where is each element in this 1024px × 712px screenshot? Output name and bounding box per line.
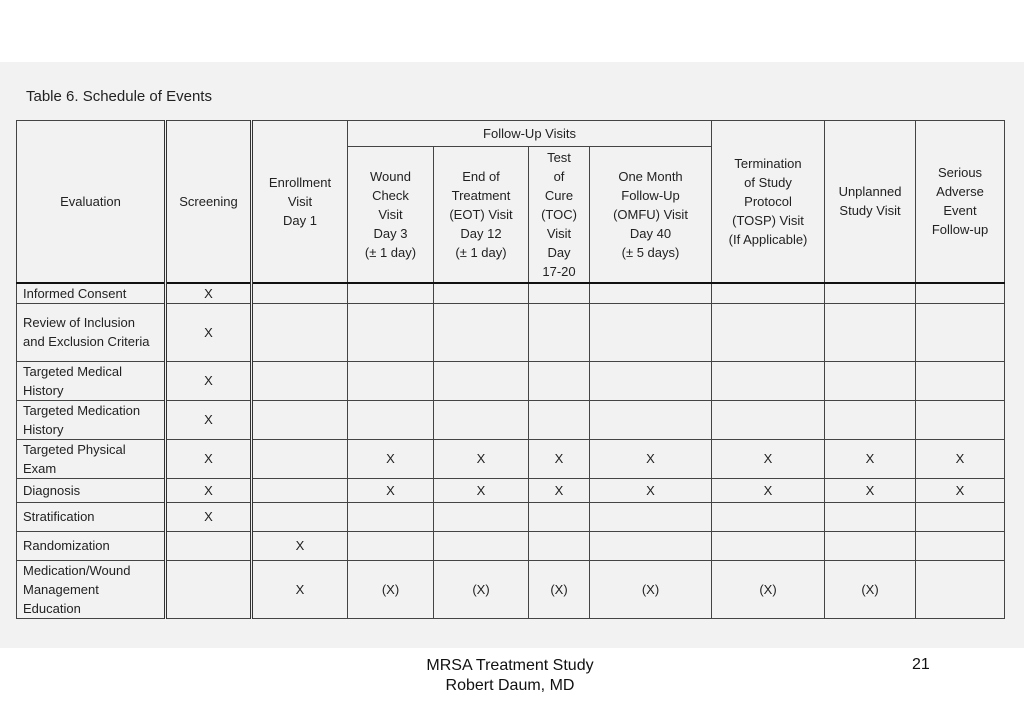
column-header-line: Unplanned [838,184,902,200]
evaluation-label: Review of Inclusion and Exclusion Criteria [17,303,166,361]
evaluation-label: Medication/Wound Management Education [17,560,166,618]
column-header-eot [434,147,529,283]
evaluation-label: Targeted Medical History [17,361,166,400]
schedule-cell-wound_check [348,502,434,531]
schedule-cell-wound_check [348,531,434,560]
column-header-line: Day 3 [373,225,408,241]
schedule-cell-sae [916,560,1005,618]
schedule-cell-wound_check [348,361,434,400]
schedule-cell-unplanned [825,303,916,361]
table-row [17,478,1005,502]
column-header-line: Evaluation [60,193,121,209]
schedule-cell-toc [529,361,590,400]
schedule-cell-tosp [712,303,825,361]
schedule-cell-omfu [590,502,712,531]
schedule-cell-omfu: X [590,478,712,502]
schedule-cell-enrollment: X [252,531,348,560]
schedule-cell-unplanned [825,361,916,400]
column-header-line: One Month [618,168,683,184]
column-header-enrollment [252,121,348,283]
schedule-cell-screening: X [166,361,252,400]
schedule-cell-sae: X [916,478,1005,502]
evaluation-label: Targeted Physical Exam [17,439,166,478]
schedule-cell-screening: X [166,478,252,502]
schedule-cell-unplanned: (X) [825,560,916,618]
schedule-cell-tosp: X [712,439,825,478]
schedule-cell-sae [916,400,1005,439]
page-number: 21 [912,656,930,673]
schedule-cell-screening: X [166,303,252,361]
column-header-line: of Study [744,174,792,190]
schedule-cell-omfu [590,400,712,439]
column-header-line: (OMFU) Visit [613,206,688,222]
evaluation-label: Stratification [17,502,166,531]
schedule-cell-unplanned [825,283,916,304]
schedule-cell-sae [916,303,1005,361]
schedule-cell-toc [529,400,590,439]
schedule-cell-eot: (X) [434,560,529,618]
schedule-cell-eot [434,303,529,361]
schedule-cell-toc [529,502,590,531]
schedule-cell-unplanned: X [825,439,916,478]
header-row [17,121,1005,147]
schedule-cell-tosp [712,502,825,531]
schedule-cell-tosp [712,400,825,439]
column-header-line: Wound [370,168,411,184]
evaluation-label: Targeted Medication History [17,400,166,439]
column-header-line: Day 1 [283,212,317,228]
column-header-line: Adverse [936,184,984,200]
follow-up-visits-group-header: Follow-Up Visits [348,121,712,147]
column-header-line: Visit [378,206,403,222]
column-header-wound_check [348,147,434,283]
column-header-line: Day [547,244,571,260]
column-header-line: of [553,168,565,184]
column-header-tosp [712,121,825,283]
schedule-cell-wound_check: X [348,439,434,478]
column-header-sae [916,121,1005,283]
column-header-line: (± 1 day) [364,244,417,260]
schedule-cell-eot [434,502,529,531]
column-header-line: Day 12 [460,225,502,241]
schedule-cell-screening: X [166,439,252,478]
column-header-line: Enrollment [268,174,332,190]
schedule-cell-toc [529,283,590,304]
schedule-cell-eot [434,531,529,560]
schedule-cell-toc: X [529,439,590,478]
column-header-line: 17-20 [542,263,576,279]
schedule-cell-eot [434,283,529,304]
schedule-cell-wound_check [348,283,434,304]
schedule-cell-tosp: (X) [712,560,825,618]
column-header-omfu [590,147,712,283]
column-header-line: (± 1 day) [455,244,507,260]
schedule-cell-omfu [590,361,712,400]
schedule-cell-enrollment [252,361,348,400]
schedule-cell-sae: X [916,439,1005,478]
column-header-line: Screening [179,193,238,209]
schedule-cell-enrollment [252,439,348,478]
column-header-line: Event [943,203,977,219]
column-header-screening [166,121,252,283]
column-header-line: Visit [546,225,572,241]
column-header-line: Day 40 [629,225,672,241]
column-header-line: Cure [544,187,574,203]
schedule-of-events-table [16,120,1005,619]
column-header-line: (TOSP) Visit [732,212,804,228]
column-header-line: Study Visit [839,203,901,219]
column-header-line: Serious [937,165,983,181]
schedule-cell-wound_check: X [348,478,434,502]
schedule-cell-enrollment [252,303,348,361]
column-header-line: (EOT) Visit [449,206,513,222]
schedule-cell-enrollment: X [252,560,348,618]
schedule-cell-tosp [712,361,825,400]
evaluation-label: Informed Consent [17,283,166,304]
schedule-cell-wound_check: (X) [348,560,434,618]
column-header-line: Test [547,149,571,165]
schedule-cell-omfu [590,303,712,361]
table-row [17,400,1005,439]
table-row [17,303,1005,361]
schedule-cell-tosp [712,531,825,560]
footer-author: Robert Daum, MD [445,677,575,694]
schedule-cell-toc [529,531,590,560]
schedule-cell-omfu: X [590,439,712,478]
schedule-cell-omfu [590,283,712,304]
schedule-cell-toc [529,303,590,361]
column-header-line: Termination [734,155,802,171]
schedule-cell-sae [916,361,1005,400]
column-header-evaluation [17,121,166,283]
schedule-cell-screening [166,531,252,560]
schedule-cell-omfu [590,531,712,560]
schedule-cell-eot [434,361,529,400]
schedule-cell-eot: X [434,439,529,478]
schedule-cell-sae [916,283,1005,304]
schedule-cell-tosp: X [712,478,825,502]
schedule-cell-enrollment [252,283,348,304]
column-header-line: Visit [287,193,313,209]
column-header-line: Follow-up [931,222,989,238]
column-header-unplanned [825,121,916,283]
schedule-cell-tosp [712,283,825,304]
schedule-cell-enrollment [252,400,348,439]
column-header-line: Check [372,187,409,203]
table-row [17,560,1005,618]
schedule-cell-screening: X [166,283,252,304]
table-row [17,283,1005,304]
column-header-line: End of [462,168,500,184]
table-row [17,439,1005,478]
schedule-cell-omfu: (X) [590,560,712,618]
schedule-cell-enrollment [252,478,348,502]
schedule-cell-toc: X [529,478,590,502]
column-header-line: Follow-Up [621,187,680,203]
column-header-line: (± 5 days) [621,244,680,260]
column-header-line: (If Applicable) [728,231,808,247]
schedule-cell-sae [916,502,1005,531]
footer-study-title: MRSA Treatment Study [426,657,594,674]
evaluation-label: Randomization [17,531,166,560]
schedule-cell-enrollment [252,502,348,531]
evaluation-label: Diagnosis [17,478,166,502]
schedule-cell-screening: X [166,400,252,439]
table-title: Table 6. Schedule of Events [26,88,212,105]
schedule-cell-unplanned [825,531,916,560]
schedule-cell-eot [434,400,529,439]
column-header-toc [529,147,590,283]
schedule-cell-screening: X [166,502,252,531]
schedule-cell-wound_check [348,303,434,361]
schedule-cell-toc: (X) [529,560,590,618]
schedule-cell-sae [916,531,1005,560]
column-header-line: Treatment [451,187,511,203]
schedule-cell-unplanned [825,400,916,439]
table-row [17,502,1005,531]
schedule-cell-unplanned [825,502,916,531]
schedule-cell-unplanned: X [825,478,916,502]
schedule-cell-screening [166,560,252,618]
table-row [17,531,1005,560]
schedule-cell-wound_check [348,400,434,439]
footer-study-info [380,656,640,696]
schedule-cell-eot: X [434,478,529,502]
column-header-line: (TOC) [541,206,577,222]
column-header-line: Protocol [744,193,792,209]
table-row [17,361,1005,400]
